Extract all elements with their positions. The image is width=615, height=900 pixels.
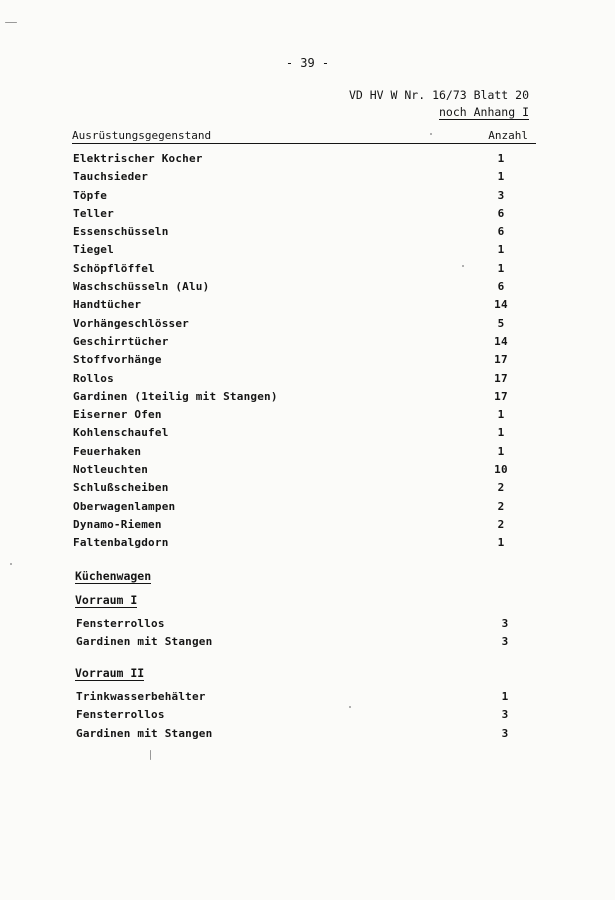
table-row: [73, 152, 528, 170]
scan-speck: [10, 563, 12, 565]
item-quantity: 2: [497, 517, 505, 531]
item-name: Handtücher: [73, 298, 142, 312]
item-name: Trinkwasserbehälter: [76, 690, 206, 703]
item-quantity: 6: [497, 280, 505, 294]
table-row: [73, 500, 528, 518]
item-name: Essenschüsseln: [73, 225, 169, 239]
item-name: Kohlenschaufel: [73, 426, 169, 440]
scan-speck: [349, 706, 351, 708]
table-row: [73, 243, 528, 261]
table-row: [73, 225, 528, 243]
table-row: [73, 390, 528, 408]
item-quantity: 17: [494, 389, 508, 403]
item-name: Eiserner Ofen: [73, 408, 162, 422]
item-quantity: 10: [494, 463, 508, 477]
item-name: Faltenbalgdorn: [73, 536, 169, 550]
item-name: Fensterrollos: [76, 617, 165, 630]
column-header-item: Ausrüstungsgegenstand: [72, 129, 212, 142]
item-name: Teller: [73, 206, 114, 220]
item-name: Tauchsieder: [73, 170, 149, 184]
item-name: Fensterrollos: [76, 708, 165, 722]
table-row: [76, 635, 528, 653]
item-quantity: 1: [497, 243, 505, 257]
table-row: [73, 445, 528, 463]
item-quantity: 1: [497, 170, 505, 184]
item-name: Gardinen mit Stangen: [76, 635, 213, 649]
item-quantity: 17: [494, 353, 508, 367]
item-quantity: 1: [497, 152, 505, 165]
vorraum-1-list: [76, 617, 528, 654]
table-row: [76, 727, 528, 745]
table-row: [73, 353, 528, 371]
item-name: Dynamo-Riemen: [73, 517, 162, 531]
item-name: Gardinen mit Stangen: [76, 726, 213, 740]
item-quantity: 2: [497, 481, 505, 495]
document-reference: VD HV W Nr. 16/73 Blatt 20: [348, 88, 529, 102]
item-name: Feuerhaken: [73, 444, 142, 458]
item-quantity: 3: [501, 726, 509, 740]
item-name: Tiegel: [73, 243, 114, 257]
table-row: [73, 335, 528, 353]
table-row: [76, 617, 528, 635]
table-row: [73, 408, 528, 426]
table-row: [73, 536, 528, 554]
scan-speck: [5, 22, 17, 23]
table-row: [73, 262, 528, 280]
scan-speck: [150, 750, 151, 760]
item-name: Stoffvorhänge: [73, 353, 162, 367]
item-quantity: 1: [497, 426, 505, 440]
item-quantity: 6: [497, 225, 505, 239]
annex-label: noch Anhang I: [438, 105, 529, 119]
item-name: Schöpflöffel: [73, 261, 155, 275]
item-quantity: 3: [501, 635, 509, 649]
table-row: [76, 708, 528, 726]
table-row: [73, 170, 528, 188]
item-name: Elektrischer Kocher: [73, 152, 203, 165]
item-quantity: 1: [497, 261, 505, 275]
item-quantity: 17: [494, 371, 508, 385]
table-row: [73, 317, 528, 335]
item-name: Schlußscheiben: [73, 481, 169, 495]
item-quantity: 14: [494, 298, 508, 312]
item-name: Oberwagenlampen: [73, 499, 176, 513]
table-row: [73, 207, 528, 225]
scan-speck: [462, 265, 464, 267]
page-number: - 39 -: [285, 56, 330, 70]
section-title-vorraum-2: Vorraum II: [75, 666, 145, 680]
equipment-list: [73, 152, 528, 555]
scan-speck: [430, 133, 432, 135]
table-row: [73, 298, 528, 316]
section-title-kuechenwagen: Küchenwagen: [75, 569, 152, 583]
table-row: [73, 463, 528, 481]
item-quantity: 1: [497, 444, 505, 458]
column-header-quantity: Anzahl: [488, 129, 528, 142]
item-quantity: 2: [497, 499, 505, 513]
item-quantity: 3: [501, 708, 509, 722]
table-row: [73, 280, 528, 298]
item-quantity: 1: [497, 408, 505, 422]
item-name: Rollos: [73, 371, 114, 385]
table-header: [72, 129, 536, 144]
section-title-vorraum-1: Vorraum I: [75, 593, 138, 607]
item-name: Waschschüsseln (Alu): [73, 280, 210, 294]
table-row: [73, 426, 528, 444]
item-quantity: 5: [497, 316, 505, 330]
item-name: Geschirrtücher: [73, 334, 169, 348]
item-quantity: 1: [497, 536, 505, 550]
table-row: [76, 690, 528, 708]
item-quantity: 6: [497, 206, 505, 220]
table-row: [73, 481, 528, 499]
vorraum-2-list: [76, 690, 528, 745]
item-name: Notleuchten: [73, 463, 149, 477]
table-row: [73, 189, 528, 207]
item-quantity: 14: [494, 334, 508, 348]
item-quantity: 3: [501, 617, 509, 630]
item-quantity: 1: [501, 690, 509, 703]
item-name: Töpfe: [73, 188, 108, 202]
item-name: Gardinen (1teilig mit Stangen): [73, 389, 278, 403]
item-quantity: 3: [497, 188, 505, 202]
item-name: Vorhängeschlösser: [73, 316, 189, 330]
table-row: [73, 372, 528, 390]
table-row: [73, 518, 528, 536]
